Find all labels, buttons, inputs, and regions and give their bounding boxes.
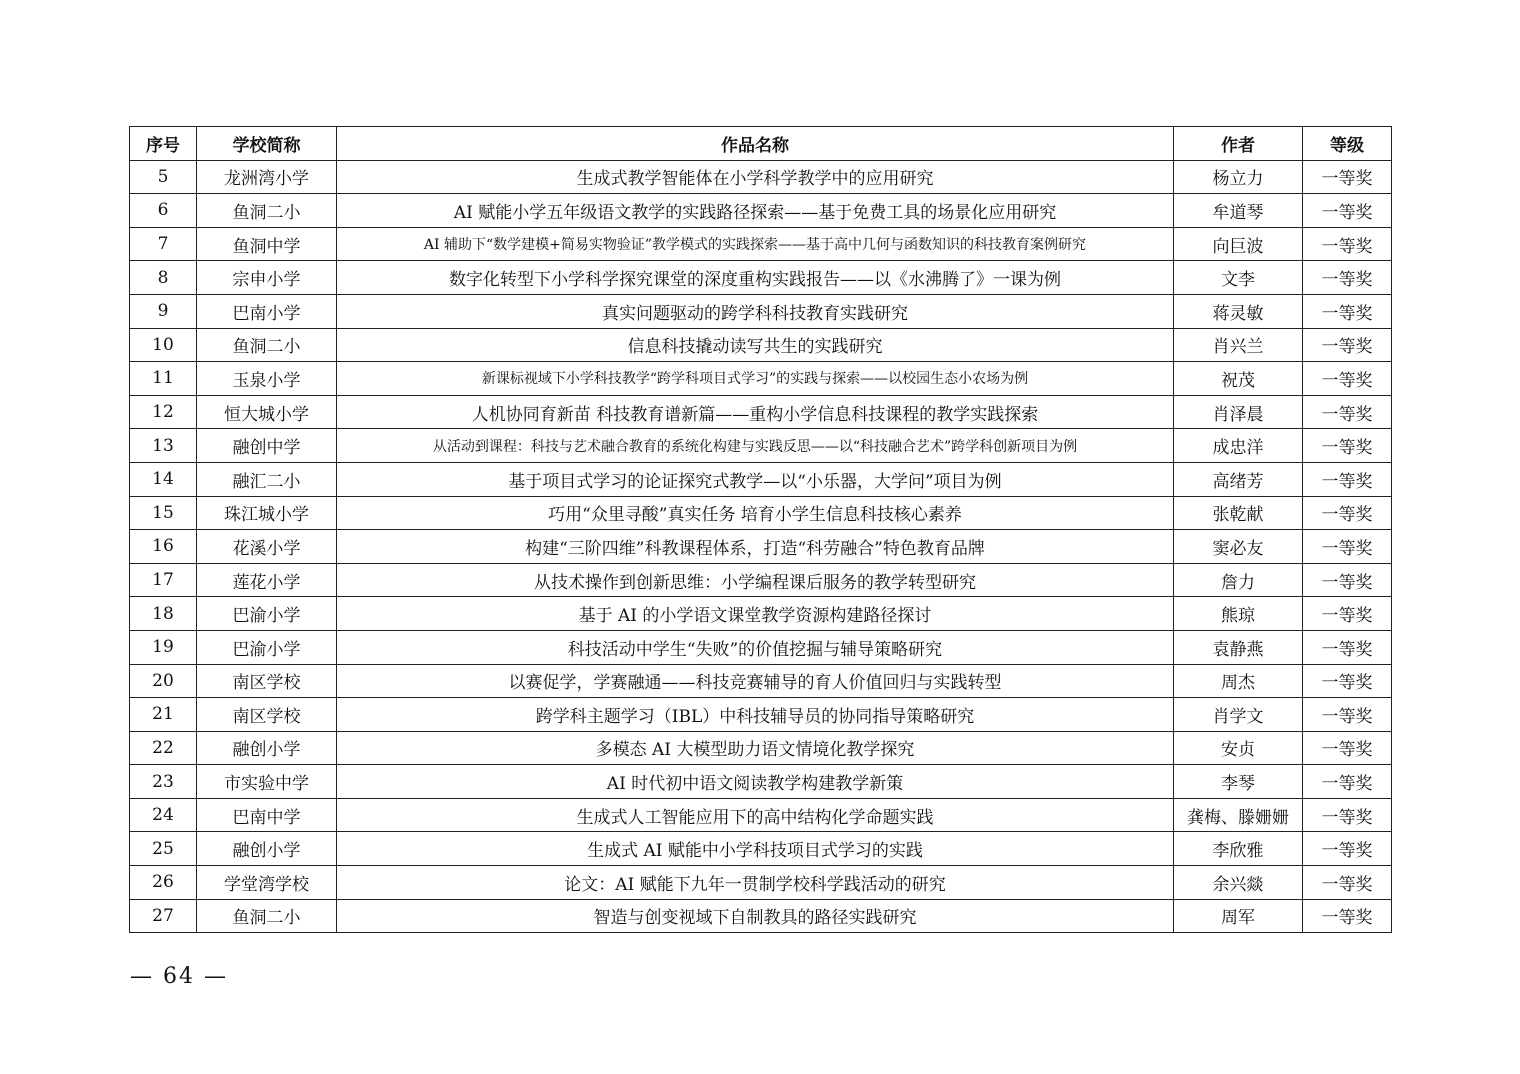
cell-index: 25	[130, 832, 197, 866]
cell-index: 18	[130, 597, 197, 631]
cell-school: 市实验中学	[197, 765, 337, 799]
cell-school: 玉泉小学	[197, 362, 337, 396]
cell-level: 一等奖	[1303, 664, 1392, 698]
cell-author: 肖学文	[1174, 698, 1303, 732]
cell-level: 一等奖	[1303, 630, 1392, 664]
cell-school: 鱼洞中学	[197, 227, 337, 261]
cell-school: 恒大城小学	[197, 395, 337, 429]
awards-table	[129, 126, 1392, 933]
cell-title: 数字化转型下小学科学探究课堂的深度重构实践报告——以《水沸腾了》一课为例	[337, 261, 1174, 295]
cell-title: 信息科技撬动读写共生的实践研究	[337, 328, 1174, 362]
cell-index: 7	[130, 227, 197, 261]
cell-school: 鱼洞二小	[197, 899, 337, 933]
cell-author: 祝茂	[1174, 362, 1303, 396]
cell-title: 从技术操作到创新思维：小学编程课后服务的教学转型研究	[337, 563, 1174, 597]
cell-index: 6	[130, 194, 197, 228]
cell-school: 龙洲湾小学	[197, 160, 337, 194]
cell-level: 一等奖	[1303, 798, 1392, 832]
cell-author: 李琴	[1174, 765, 1303, 799]
cell-index: 11	[130, 362, 197, 396]
cell-title: 人机协同育新苗 科技教育谱新篇——重构小学信息科技课程的教学实践探索	[337, 395, 1174, 429]
table-row	[130, 496, 1392, 530]
cell-index: 5	[130, 160, 197, 194]
table-row	[130, 832, 1392, 866]
cell-author: 窦必友	[1174, 530, 1303, 564]
cell-title: 生成式 AI 赋能中小学科技项目式学习的实践	[337, 832, 1174, 866]
cell-level: 一等奖	[1303, 899, 1392, 933]
cell-school: 融汇二小	[197, 462, 337, 496]
table-row	[130, 630, 1392, 664]
cell-index: 13	[130, 429, 197, 463]
cell-level: 一等奖	[1303, 261, 1392, 295]
cell-author: 周杰	[1174, 664, 1303, 698]
cell-title: 基于项目式学习的论证探究式教学—以“小乐器，大学问”项目为例	[337, 462, 1174, 496]
cell-index: 22	[130, 731, 197, 765]
cell-school: 巴南中学	[197, 798, 337, 832]
cell-index: 12	[130, 395, 197, 429]
table-row	[130, 765, 1392, 799]
header-index: 序号	[130, 127, 197, 161]
header-title: 作品名称	[337, 127, 1174, 161]
table-row	[130, 597, 1392, 631]
cell-school: 宗申小学	[197, 261, 337, 295]
cell-level: 一等奖	[1303, 429, 1392, 463]
cell-author: 高绪芳	[1174, 462, 1303, 496]
header-author: 作者	[1174, 127, 1303, 161]
cell-index: 27	[130, 899, 197, 933]
cell-author: 向巨波	[1174, 227, 1303, 261]
page-number: — 64 —	[130, 964, 228, 989]
cell-school: 融创中学	[197, 429, 337, 463]
table-row	[130, 664, 1392, 698]
cell-school: 融创小学	[197, 832, 337, 866]
cell-level: 一等奖	[1303, 328, 1392, 362]
cell-index: 16	[130, 530, 197, 564]
cell-level: 一等奖	[1303, 765, 1392, 799]
table-row	[130, 866, 1392, 900]
table-row	[130, 731, 1392, 765]
cell-index: 14	[130, 462, 197, 496]
cell-title: 新课标视域下小学科技教学“跨学科项目式学习”的实践与探索——以校园生态小农场为例	[337, 362, 1174, 396]
cell-index: 23	[130, 765, 197, 799]
cell-index: 26	[130, 866, 197, 900]
cell-school: 巴南小学	[197, 294, 337, 328]
cell-title: 从活动到课程：科技与艺术融合教育的系统化构建与实践反思——以“科技融合艺术”跨学科创新项目为例	[337, 429, 1174, 463]
cell-school: 学堂湾学校	[197, 866, 337, 900]
table-row	[130, 261, 1392, 295]
cell-title: 以赛促学，学赛融通——科技竞赛辅导的育人价值回归与实践转型	[337, 664, 1174, 698]
cell-author: 文李	[1174, 261, 1303, 295]
cell-author: 牟道琴	[1174, 194, 1303, 228]
table-row	[130, 395, 1392, 429]
cell-author: 成忠洋	[1174, 429, 1303, 463]
cell-index: 21	[130, 698, 197, 732]
cell-title: 构建“三阶四维”科教课程体系，打造“科劳融合”特色教育品牌	[337, 530, 1174, 564]
cell-title: 生成式教学智能体在小学科学教学中的应用研究	[337, 160, 1174, 194]
table-row	[130, 698, 1392, 732]
cell-level: 一等奖	[1303, 227, 1392, 261]
cell-school: 巴渝小学	[197, 597, 337, 631]
cell-school: 鱼洞二小	[197, 328, 337, 362]
table-row	[130, 328, 1392, 362]
cell-school: 南区学校	[197, 698, 337, 732]
cell-author: 余兴燚	[1174, 866, 1303, 900]
cell-author: 肖兴兰	[1174, 328, 1303, 362]
cell-title: AI 辅助下“数学建模+简易实物验证”教学模式的实践探索——基于高中几何与函数知识的科技教育案例研究	[337, 227, 1174, 261]
table-row	[130, 362, 1392, 396]
cell-author: 肖泽晨	[1174, 395, 1303, 429]
cell-author: 熊琼	[1174, 597, 1303, 631]
table-row	[130, 530, 1392, 564]
cell-author: 龚梅、滕姗姗	[1174, 798, 1303, 832]
cell-author: 周军	[1174, 899, 1303, 933]
cell-title: 科技活动中学生“失败”的价值挖掘与辅导策略研究	[337, 630, 1174, 664]
table-body	[130, 160, 1392, 933]
cell-title: 生成式人工智能应用下的高中结构化学命题实践	[337, 798, 1174, 832]
table-row	[130, 798, 1392, 832]
cell-author: 詹力	[1174, 563, 1303, 597]
cell-title: 多模态 AI 大模型助力语文情境化教学探究	[337, 731, 1174, 765]
table-row	[130, 160, 1392, 194]
cell-school: 南区学校	[197, 664, 337, 698]
cell-index: 15	[130, 496, 197, 530]
cell-level: 一等奖	[1303, 731, 1392, 765]
cell-level: 一等奖	[1303, 194, 1392, 228]
cell-level: 一等奖	[1303, 563, 1392, 597]
cell-author: 杨立力	[1174, 160, 1303, 194]
table-row	[130, 194, 1392, 228]
table-row	[130, 294, 1392, 328]
cell-author: 张乾献	[1174, 496, 1303, 530]
cell-index: 17	[130, 563, 197, 597]
table-row	[130, 429, 1392, 463]
header-school: 学校简称	[197, 127, 337, 161]
cell-index: 8	[130, 261, 197, 295]
table-row	[130, 899, 1392, 933]
cell-level: 一等奖	[1303, 866, 1392, 900]
cell-level: 一等奖	[1303, 698, 1392, 732]
table-row	[130, 227, 1392, 261]
cell-index: 9	[130, 294, 197, 328]
cell-school: 花溪小学	[197, 530, 337, 564]
cell-title: 基于 AI 的小学语文课堂教学资源构建路径探讨	[337, 597, 1174, 631]
cell-school: 鱼洞二小	[197, 194, 337, 228]
cell-level: 一等奖	[1303, 597, 1392, 631]
cell-title: 跨学科主题学习（IBL）中科技辅导员的协同指导策略研究	[337, 698, 1174, 732]
table-row	[130, 462, 1392, 496]
cell-level: 一等奖	[1303, 530, 1392, 564]
cell-title: AI 时代初中语文阅读教学构建教学新策	[337, 765, 1174, 799]
table-row	[130, 563, 1392, 597]
table-header-row	[130, 127, 1392, 161]
cell-title: 论文：AI 赋能下九年一贯制学校科学践活动的研究	[337, 866, 1174, 900]
cell-level: 一等奖	[1303, 160, 1392, 194]
cell-index: 19	[130, 630, 197, 664]
cell-school: 巴渝小学	[197, 630, 337, 664]
header-level: 等级	[1303, 127, 1392, 161]
cell-school: 融创小学	[197, 731, 337, 765]
cell-author: 蒋灵敏	[1174, 294, 1303, 328]
cell-level: 一等奖	[1303, 462, 1392, 496]
cell-level: 一等奖	[1303, 362, 1392, 396]
cell-author: 安贞	[1174, 731, 1303, 765]
cell-index: 24	[130, 798, 197, 832]
cell-title: 智造与创变视域下自制教具的路径实践研究	[337, 899, 1174, 933]
cell-title: 真实问题驱动的跨学科科技教育实践研究	[337, 294, 1174, 328]
cell-author: 袁静燕	[1174, 630, 1303, 664]
cell-level: 一等奖	[1303, 832, 1392, 866]
cell-title: AI 赋能小学五年级语文教学的实践路径探索——基于免费工具的场景化应用研究	[337, 194, 1174, 228]
cell-level: 一等奖	[1303, 294, 1392, 328]
cell-level: 一等奖	[1303, 395, 1392, 429]
cell-title: 巧用“众里寻酸”真实任务 培育小学生信息科技核心素养	[337, 496, 1174, 530]
cell-level: 一等奖	[1303, 496, 1392, 530]
cell-index: 20	[130, 664, 197, 698]
cell-index: 10	[130, 328, 197, 362]
cell-school: 珠江城小学	[197, 496, 337, 530]
cell-school: 莲花小学	[197, 563, 337, 597]
cell-author: 李欣雅	[1174, 832, 1303, 866]
